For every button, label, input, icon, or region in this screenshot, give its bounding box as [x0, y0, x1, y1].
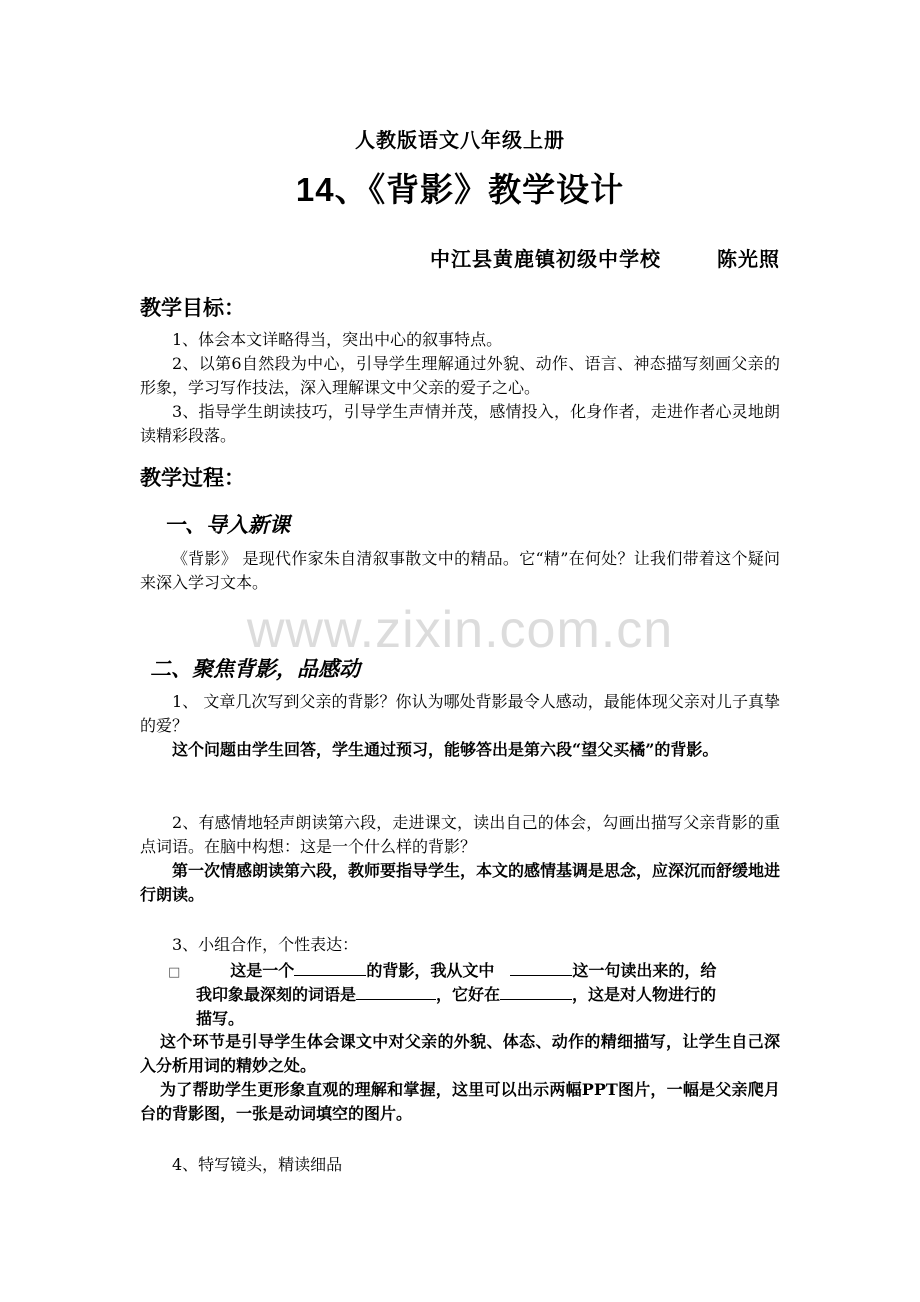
section2-heading: 二、聚焦背影，品感动: [150, 656, 360, 681]
title-number: 14: [295, 171, 335, 208]
question-2-note: 第一次情感朗读第六段，教师要指导学生，本文的感情基调是思念，应深沉而舒缓地进行朗读。: [140, 861, 781, 904]
section1-text: 《背影》 是现代作家朱自清叙事散文中的精品。它“精”在何处？让我们带着这个疑问来深入学习文本。: [140, 549, 780, 592]
fill-blank-line-2: 我印象最深刻的词语是 ，它好在 ，这是对人物进行的: [196, 985, 717, 1004]
watermark: www.zixin.com.cn: [246, 601, 674, 659]
question-1-note: 这个问题由学生回答，学生通过预习，能够答出是第六段“望父买橘”的背影。: [172, 740, 719, 759]
process-heading: 教学过程：: [140, 466, 245, 490]
checkbox-bullet-icon: □: [168, 965, 181, 980]
question-1: 1、 文章几次写到父亲的背影？你认为哪处背影最令人感动，最能体现父亲对儿子真挚的爱？: [140, 692, 780, 735]
fill-blank: [500, 983, 572, 1000]
question-3: 3、小组合作，个性表达：: [172, 935, 359, 954]
question-3-note-1: 这个环节是引导学生体会课文中对父亲的外貌、体态、动作的精细描写，让学生自己深入分析用词的精妙之处。: [140, 1032, 780, 1075]
question-4: 4、特写镜头，精读细品: [172, 1155, 343, 1174]
title-text: 、《背影》教学设计: [334, 170, 625, 209]
fill-blank-line-3: 描写。: [196, 1009, 245, 1028]
author-name: 陈光照: [717, 247, 780, 271]
fill-blank: [294, 959, 366, 976]
fill-blank-line-1: □ 这是一个 的背影，我从文中 这一句读出来的，给: [168, 961, 717, 980]
document-title: [0, 164, 920, 211]
fill-blank: [510, 959, 572, 976]
objectives-heading: 教学目标：: [140, 296, 245, 320]
author-line: [430, 243, 780, 272]
question-3-note-2: 为了帮助学生更形象直观的理解和掌握，这里可以出示两幅PPT图片，一幅是父亲爬月台的背影图，一张是动词填空的图片。: [140, 1080, 780, 1123]
document-subtitle: 人教版语文八年级上册: [355, 128, 565, 152]
question-2: 2、有感情地轻声朗读第六段，走进课文，读出自己的体会，勾画出描写父亲背影的重点词语。在脑中构想：这是一个什么样的背影？: [140, 813, 780, 856]
objective-item: 3、指导学生朗读技巧，引导学生声情并茂，感情投入，化身作者，走进作者心灵地朗读精彩段落。: [140, 402, 780, 445]
section1-heading: 一、导入新课: [164, 512, 290, 537]
fill-blank: [356, 983, 436, 1000]
objective-item: 1、体会本文详略得当，突出中心的叙事特点。: [172, 330, 503, 349]
school-name: 中江县黄鹿镇初级中学校: [430, 247, 661, 271]
objective-item: 2、以第6自然段为中心，引导学生理解通过外貌、动作、语言、神态描写刻画父亲的形象，学习写作技法，深入理解课文中父亲的爱子之心。: [140, 354, 780, 397]
